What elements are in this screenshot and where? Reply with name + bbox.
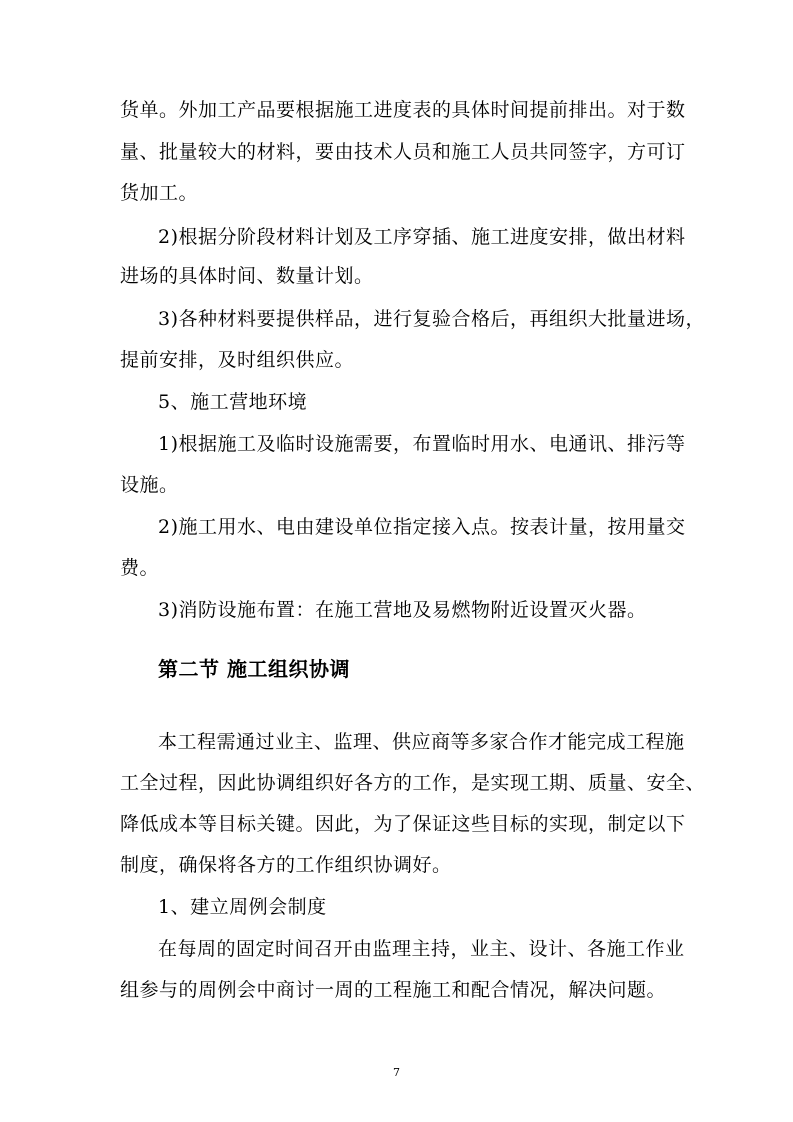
text-line: 1)根据施工及临时设施需要，布置临时用水、电通讯、排污等	[158, 433, 686, 455]
page-number: 7	[393, 1066, 400, 1079]
text-line: 5、施工营地环境	[158, 391, 308, 413]
text-line: 货加工。	[120, 182, 199, 204]
text-line: 货单。外加工产品要根据施工进度表的具体时间提前排出。对于数	[120, 99, 686, 121]
text-line: 3)各种材料要提供样品，进行复验合格后，再组织大批量进场，	[158, 308, 706, 330]
text-line: 量、批量较大的材料，要由技术人员和施工人员共同签字，方可订	[120, 141, 686, 163]
text-line: 3)消防设施布置：在施工营地及易燃物附近设置灭火器。	[158, 599, 647, 621]
text-line: 提前安排，及时组织供应。	[120, 349, 355, 371]
section-heading: 第二节 施工组织协调	[158, 657, 350, 681]
text-line: 工全过程，因此协调组织好各方的工作，是实现工期、质量、安全、	[120, 772, 706, 794]
text-line: 设施。	[120, 474, 179, 496]
text-line: 本工程需通过业主、监理、供应商等多家合作才能完成工程施	[158, 731, 685, 753]
text-line: 费。	[120, 557, 160, 579]
text-line: 降低成本等目标关键。因此，为了保证这些目标的实现，制定以下	[120, 813, 686, 835]
text-line: 2)施工用水、电由建设单位指定接入点。按表计量，按用量交	[158, 516, 686, 538]
text-line: 在每周的固定时间召开由监理主持，业主、设计、各施工作业	[158, 938, 685, 960]
text-line: 1、建立周例会制度	[158, 896, 327, 918]
text-line: 制度，确保将各方的工作组织协调好。	[120, 854, 452, 876]
text-line: 组参与的周例会中商讨一周的工程施工和配合情况，解决问题。	[120, 979, 667, 1001]
text-line: 进场的具体时间、数量计划。	[120, 265, 374, 287]
text-line: 2)根据分阶段材料计划及工序穿插、施工进度安排，做出材料	[158, 226, 686, 248]
